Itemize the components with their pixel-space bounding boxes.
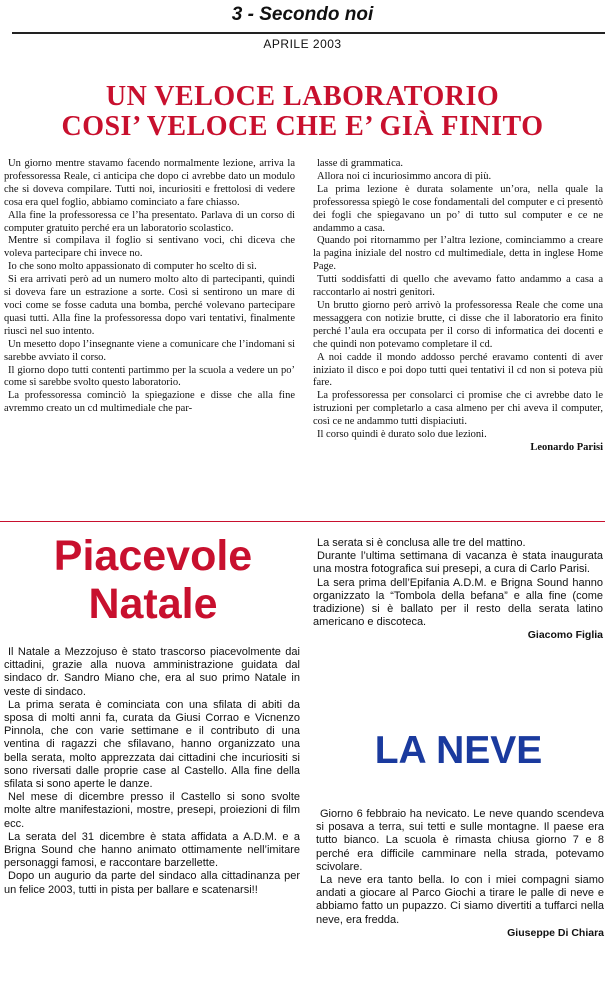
- paragraph: La neve era tanto bella. Io con i miei compagni siamo andati a giocare al Parco Giochi a tirare le palle di neve e abbiamo fatto un pupazzo. Ci siamo divertiti a tuffarci nella neve, era fredda.: [316, 874, 604, 926]
- article2-author: Giacomo Figlia: [527, 629, 603, 642]
- article1-column-right: [313, 158, 603, 455]
- paragraph: Un mesetto dopo l’insegnante viene a comunicare che l’indomani si sarebbe avviato il corso.: [4, 338, 295, 363]
- paragraph: lasse di grammatica.: [317, 158, 404, 169]
- paragraph: Il Natale a Mezzojuso è stato trascorso piacevolmente dai cittadini, grazie alla nuova amministrazione guidata dal sindaco dr. Sandro Miano che, era al suo primo Natale in veste di sindaco.: [4, 646, 300, 698]
- paragraph: La prima lezione è durata solamente un’ora, nella quale la professoressa spiegò le cose fondamentali del computer e ci presentò dei fogli che spiegavano un po’ di tutto sul computer e ce ne andammo a casa.: [313, 183, 603, 234]
- article2-column-right: [313, 537, 603, 643]
- article1-column-left: [4, 158, 295, 416]
- paragraph: La professoressa cominciò la spiegazione e disse che alla fine avremmo creato un cd multimediale che par-: [4, 390, 295, 415]
- paragraph: Mentre si compilava il foglio si sentivano voci, chi diceva che voleva partecipare chi invece no.: [4, 235, 295, 260]
- paragraph: La prima serata è cominciata con una sfilata di abiti da sposa di molti anni fa, curata da Giusi Corrao e Vicnenzo Pinnola, che con varie settimane e il contributo di una ventina di ragazzi che sfilavano, hanno organizzato una bella serata, molto apprezzata dai cittadini che incuriositi si sono riversati dalle proprie case al Castello. Alla fine della sfilata si sono aperte le danze.: [4, 698, 300, 791]
- paragraph: Durante l’ultima settimana di vacanza è stata inaugurata una mostra fotografica sui presepi, a cura di Carlo Parisi.: [313, 550, 603, 576]
- issue-date: APRILE 2003: [263, 37, 342, 51]
- paragraph: Dopo un augurio da parte del sindaco alla cittadinanza per un felice 2003, tutti in pista per ballare e scatenarsi!!: [4, 870, 300, 896]
- paragraph: A noi cadde il mondo addosso perché eravamo contenti di aver iniziato il disco e poi dopo tutti quei tentativi il cd non si poteva più fare.: [313, 351, 603, 389]
- paragraph: Un giorno mentre stavamo facendo normalmente lezione, arriva la professoressa Reale, ci anticipa che dopo ci avrebbe dato un modulo che si doveva compilare. Tutti noi, incuriositi e frettolosi di vedere cosa era quel foglio, abbiamo cominciato a fare chiasso.: [4, 158, 295, 208]
- paragraph: Allora noi ci incuriosimmo ancora di più.: [317, 170, 492, 182]
- paragraph: Nel mese di dicembre presso il Castello si sono svolte molte altre manifestazioni, mostre, presepi, proiezioni di film ecc.: [4, 791, 300, 830]
- header-rule: [12, 32, 605, 34]
- paragraph: La serata si è conclusa alle tre del mattino.: [317, 537, 526, 549]
- article2-headline: [18, 532, 288, 628]
- paragraph: Si era arrivati però ad un numero molto alto di partecipanti, quindi si doveva fare un estrazione a sorte. Così si sentirono un mare di voci come se fosse caduta una bomba, perché volevano partecipare quasi tutti. Alla fine la professoressa dopo vari tentativi, finalmente riuscì nel suo intento.: [4, 274, 295, 337]
- article1-headline-line2: COSI’ VELOCE CHE E’ GIÀ FINITO: [61, 111, 544, 142]
- paragraph: La sera prima dell’Epifania A.D.M. e Brigna Sound hanno organizzato la “Tombola della befana” e alla fine (come tradizione) si è ballato per il resto della serata latino americano e discoteca.: [313, 576, 603, 629]
- article1-author: Leonardo Parisi: [530, 441, 603, 453]
- section-divider: [0, 521, 605, 522]
- paragraph: Io che sono molto appassionato di computer ho scelto di sì.: [8, 261, 257, 273]
- article3-body: [316, 808, 604, 940]
- paragraph: Il corso quindi è durato solo due lezioni.: [317, 429, 487, 441]
- paragraph: La professoressa per consolarci ci promise che ci avrebbe dato le istruzioni per completarlo a casa almeno per chi aveva il computer, così ce ne andammo tutti dispiaciuti.: [313, 390, 603, 428]
- paragraph: Quando poi ritornammo per l’altra lezione, cominciammo a creare la pagina iniziale del nostro cd multimediale, detta in inglese Home Page.: [313, 235, 603, 273]
- paragraph: La serata del 31 dicembre è stata affidata a A.D.M. e a Brigna Sound che hanno animato ottimamente nell’imitare personaggi famosi, e raccontare barzellette.: [4, 830, 300, 870]
- article1-headline-line1: UN VELOCE LABORATORIO: [105, 81, 500, 112]
- article3-author: Giuseppe Di Chiara: [507, 926, 604, 939]
- paragraph: Il giorno dopo tutti contenti partimmo per la scuola a vedere un po’ come si sarebbe svolto questo laboratorio.: [4, 364, 295, 389]
- paragraph: Tutti soddisfatti di quello che avevamo fatto andammo a casa a raccontarlo ai nostri genitori.: [313, 274, 603, 299]
- article2-headline-line2: Natale: [88, 580, 218, 628]
- article2-column-left: [4, 646, 300, 897]
- article2-headline-line1: Piacevole: [53, 532, 253, 580]
- page-header-title: 3 - Secondo noi: [231, 4, 374, 25]
- paragraph: Giorno 6 febbraio ha nevicato. Le neve quando scendeva si posava a terra, sui tetti e sulle montagne. Il paese era tutto bianco. La scuola è rimasta chiusa giorno 7 e 8 perché era difficile camminare nella strada, potevamo scivolare.: [316, 808, 604, 873]
- paragraph: Alla fine la professoressa ce l’ha presentato. Parlava di un corso di computer gratuito perché era un laboratorio scolastico.: [4, 209, 295, 234]
- paragraph: Un brutto giorno però arrivò la professoressa Reale che come una messaggera con notizie brutte, ci disse che il laboratorio era finito perché l’aula era occupata per il corso di informatica dei docenti e che quindi non potevamo completare il cd.: [313, 299, 603, 350]
- article3-headline: LA NEVE: [374, 729, 543, 772]
